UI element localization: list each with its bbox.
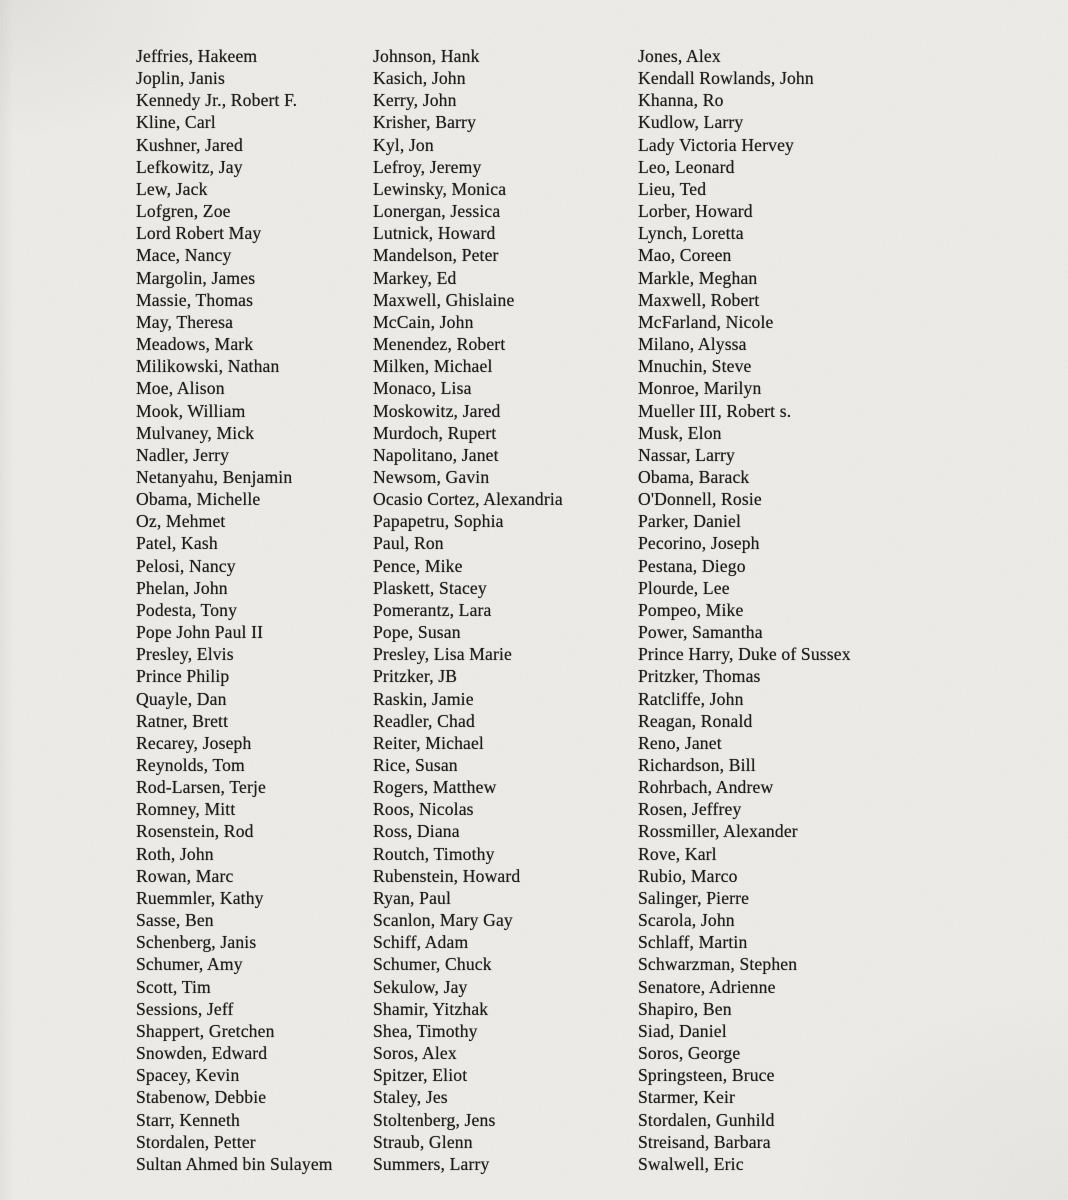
name-entry: Oz, Mehmet [136, 511, 226, 532]
name-entry: Pritzker, JB [373, 666, 458, 687]
name-entry: Papapetru, Sophia [373, 511, 504, 532]
name-entry: Stordalen, Gunhild [638, 1109, 775, 1130]
name-entry: Moskowitz, Jared [373, 400, 501, 421]
name-entry: Pritzker, Thomas [638, 666, 761, 687]
name-entry: Roth, John [136, 843, 214, 864]
name-entry: Rosenstein, Rod [136, 821, 254, 842]
name-entry: Rohrbach, Andrew [638, 777, 774, 798]
name-entry: Reagan, Ronald [638, 710, 753, 731]
name-entry: Milano, Alyssa [638, 334, 747, 355]
name-entry: Sasse, Ben [136, 910, 214, 931]
name-entry: Streisand, Barbara [638, 1131, 771, 1152]
name-entry: Napolitano, Janet [373, 444, 499, 465]
name-entry: Ratner, Brett [136, 710, 229, 731]
name-entry: Lutnick, Howard [373, 223, 496, 244]
name-entry: Scarola, John [638, 910, 735, 931]
name-entry: Rubenstein, Howard [373, 865, 521, 886]
name-entry: Mace, Nancy [136, 245, 232, 266]
name-entry: Ratcliffe, John [638, 688, 744, 709]
name-entry: Kushner, Jared [136, 134, 243, 155]
name-entry: Ocasio Cortez, Alexandria [373, 489, 563, 510]
name-entry: Shappert, Gretchen [136, 1020, 275, 1041]
name-entry: Krisher, Barry [373, 112, 477, 133]
name-entry: Pope, Susan [373, 622, 461, 643]
name-entry: Readler, Chad [373, 710, 475, 731]
name-entry: Sultan Ahmed bin Sulayem [136, 1153, 333, 1174]
name-entry: Spacey, Kevin [136, 1065, 240, 1086]
name-entry: Stoltenberg, Jens [373, 1109, 496, 1130]
name-entry: Scott, Tim [136, 976, 211, 997]
name-entry: Parker, Daniel [638, 511, 742, 532]
name-entry: Jeffries, Hakeem [136, 46, 258, 66]
name-entry: Reynolds, Tom [136, 755, 245, 775]
name-entry: Mnuchin, Steve [638, 356, 752, 377]
name-entry: Lofgren, Zoe [136, 201, 231, 222]
name-entry: Lefroy, Jeremy [373, 156, 482, 177]
name-entry: Obama, Barack [638, 466, 750, 487]
name-entry: Rossmiller, Alexander [638, 821, 798, 842]
name-entry: Summers, Larry [373, 1153, 490, 1174]
name-entry: McFarland, Nicole [638, 311, 774, 332]
name-entry: Pelosi, Nancy [136, 555, 236, 576]
name-entry: Routch, Timothy [373, 843, 495, 864]
name-entry: Johnson, Hank [373, 46, 480, 66]
name-entry: Mao, Coreen [638, 245, 732, 266]
name-entry: Meadows, Mark [136, 334, 254, 355]
name-entry: Mueller III, Robert s. [638, 400, 792, 421]
name-entry: Margolin, James [136, 267, 256, 288]
name-entry: Monaco, Lisa [373, 378, 472, 399]
name-entry: Kendall Rowlands, John [638, 68, 814, 89]
name-entry: Menendez, Robert [373, 334, 506, 355]
name-entry: Lynch, Loretta [638, 223, 744, 244]
name-entry: Roos, Nicolas [373, 799, 474, 820]
name-entry: Markle, Meghan [638, 267, 758, 288]
name-entry: Leo, Leonard [638, 156, 735, 177]
name-entry: Springsteen, Bruce [638, 1065, 775, 1086]
name-entry: Soros, George [638, 1043, 741, 1064]
name-entry: Lewinsky, Monica [373, 178, 507, 199]
name-entry: Lefkowitz, Jay [136, 156, 243, 177]
name-entry: Kennedy Jr., Robert F. [136, 90, 298, 111]
name-entry: Swalwell, Eric [638, 1153, 744, 1174]
name-entry: Shea, Timothy [373, 1020, 478, 1041]
name-entry: Newsom, Gavin [373, 466, 490, 487]
name-entry: Schumer, Amy [136, 954, 243, 975]
name-entry: Plaskett, Stacey [373, 577, 487, 598]
name-entry: Ross, Diana [373, 821, 460, 842]
name-entry: Milikowski, Nathan [136, 356, 280, 377]
name-entry: Schenberg, Janis [136, 932, 257, 953]
name-entry: Ruemmler, Kathy [136, 887, 264, 908]
name-entry: Maxwell, Robert [638, 289, 760, 310]
name-entry: Rove, Karl [638, 843, 717, 864]
name-entry: Nassar, Larry [638, 444, 735, 465]
name-entry: Sessions, Jeff [136, 998, 234, 1019]
name-entry: Romney, Mitt [136, 799, 236, 820]
name-entry: Netanyahu, Benjamin [136, 466, 293, 487]
name-entry: Raskin, Jamie [373, 688, 474, 709]
name-entry: Obama, Michelle [136, 489, 261, 510]
name-entry: Rubio, Marco [638, 865, 738, 886]
name-entry: Pomerantz, Lara [373, 599, 492, 620]
name-entry: Starmer, Keir [638, 1087, 735, 1108]
name-entry: Rowan, Marc [136, 865, 234, 886]
name-entry: Straub, Glenn [373, 1131, 473, 1152]
name-entry: Kline, Carl [136, 112, 216, 133]
name-entry: Musk, Elon [638, 422, 722, 443]
name-entry: Shamir, Yitzhak [373, 998, 489, 1019]
name-entry: Schumer, Chuck [373, 954, 492, 975]
name-entry: Schwarzman, Stephen [638, 954, 798, 975]
name-entry: Staley, Jes [373, 1087, 448, 1108]
name-entry: Soros, Alex [373, 1043, 457, 1064]
name-entry: Shapiro, Ben [638, 998, 732, 1019]
name-entry: Ryan, Paul [373, 887, 452, 908]
name-entry: Mulvaney, Mick [136, 422, 255, 443]
name-column-3 [638, 45, 851, 1175]
name-entry: Kudlow, Larry [638, 112, 744, 133]
name-entry: Murdoch, Rupert [373, 422, 497, 443]
name-entry: Pecorino, Joseph [638, 533, 760, 554]
name-entry: Joplin, Janis [136, 68, 225, 89]
name-entry: Spitzer, Eliot [373, 1065, 468, 1086]
name-entry: Kasich, John [373, 68, 466, 89]
name-entry: Recarey, Joseph [136, 732, 252, 753]
name-entry: Prince Philip [136, 666, 230, 687]
name-entry: McCain, John [373, 311, 474, 332]
name-entry: Kyl, Jon [373, 134, 434, 155]
name-entry: Patel, Kash [136, 533, 218, 554]
name-entry: Lord Robert May [136, 223, 262, 244]
name-entry: Maxwell, Ghislaine [373, 289, 515, 310]
name-entry: Sekulow, Jay [373, 976, 468, 997]
name-entry: Schlaff, Martin [638, 932, 748, 953]
name-entry: Mook, William [136, 400, 246, 421]
name-entry: Lew, Jack [136, 178, 208, 199]
name-entry: Moe, Alison [136, 378, 225, 399]
name-entry: Khanna, Ro [638, 90, 724, 111]
name-entry: Stordalen, Petter [136, 1131, 256, 1152]
name-entry: Pestana, Diego [638, 555, 746, 576]
name-entry: Presley, Elvis [136, 644, 234, 665]
name-entry: Rosen, Jeffrey [638, 799, 742, 820]
name-entry: Mandelson, Peter [373, 245, 499, 266]
name-entry: Kerry, John [373, 90, 457, 111]
name-column-1 [136, 45, 333, 1175]
name-entry: May, Theresa [136, 311, 234, 332]
name-entry: Lieu, Ted [638, 178, 707, 199]
name-entry: Jones, Alex [638, 46, 721, 66]
name-entry: Lady Victoria Hervey [638, 134, 794, 155]
name-entry: Monroe, Marilyn [638, 378, 762, 399]
name-entry: Richardson, Bill [638, 755, 756, 775]
name-entry: Markey, Ed [373, 267, 457, 288]
name-entry: Paul, Ron [373, 533, 444, 554]
name-entry: Scanlon, Mary Gay [373, 910, 513, 931]
name-entry: Nadler, Jerry [136, 444, 230, 465]
name-entry: Schiff, Adam [373, 932, 469, 953]
name-entry: Phelan, John [136, 577, 228, 598]
name-entry: Prince Harry, Duke of Sussex [638, 644, 851, 665]
name-entry: Quayle, Dan [136, 688, 227, 709]
name-entry: O'Donnell, Rosie [638, 489, 762, 510]
name-entry: Power, Samantha [638, 622, 763, 643]
name-entry: Starr, Kenneth [136, 1109, 240, 1130]
name-entry: Pence, Mike [373, 555, 463, 576]
name-entry: Snowden, Edward [136, 1043, 268, 1064]
name-entry: Massie, Thomas [136, 289, 254, 310]
name-entry: Reiter, Michael [373, 732, 484, 753]
name-entry: Rogers, Matthew [373, 777, 497, 798]
name-entry: Senatore, Adrienne [638, 976, 776, 997]
name-entry: Pompeo, Mike [638, 599, 744, 620]
name-entry: Salinger, Pierre [638, 887, 750, 908]
name-entry: Reno, Janet [638, 732, 722, 753]
name-entry: Milken, Michael [373, 356, 493, 377]
name-entry: Podesta, Tony [136, 599, 238, 620]
name-entry: Siad, Daniel [638, 1020, 727, 1041]
name-column-2 [373, 45, 563, 1175]
name-entry: Presley, Lisa Marie [373, 644, 512, 665]
name-entry: Lorber, Howard [638, 201, 753, 222]
name-entry: Rice, Susan [373, 755, 458, 775]
name-entry: Lonergan, Jessica [373, 201, 501, 222]
name-entry: Plourde, Lee [638, 577, 730, 598]
name-entry: Stabenow, Debbie [136, 1087, 267, 1108]
name-entry: Rod-Larsen, Terje [136, 777, 266, 798]
name-entry: Pope John Paul II [136, 622, 264, 643]
